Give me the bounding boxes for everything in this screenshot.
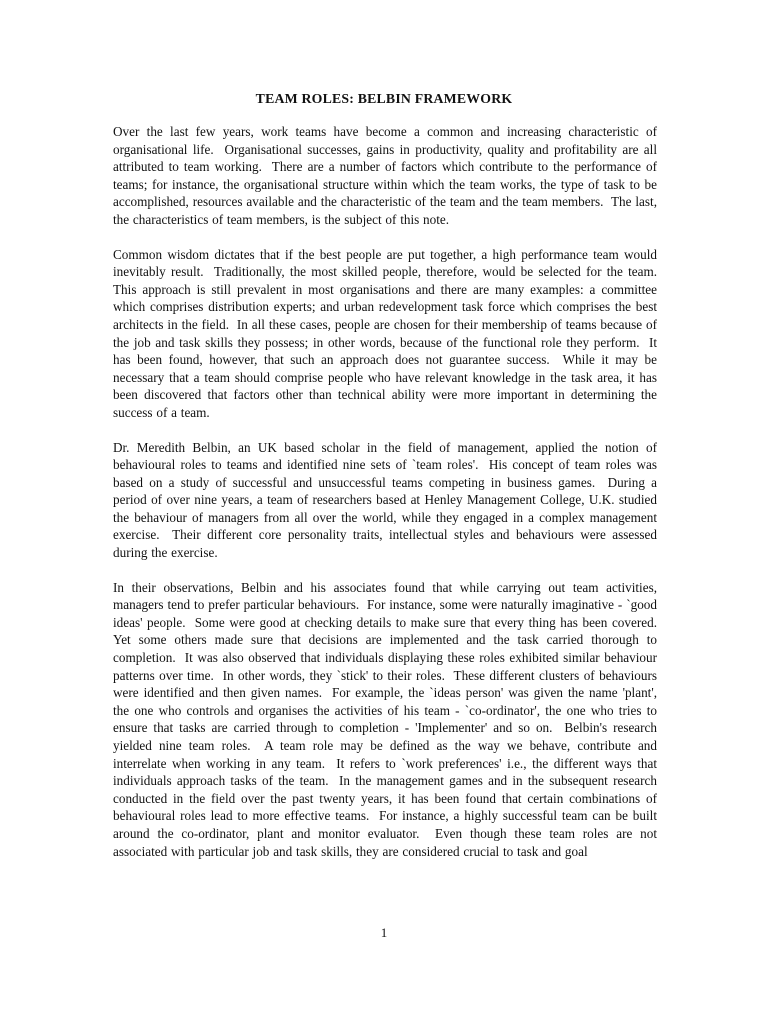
document-body [113,123,665,860]
page-number: 1 [380,925,388,940]
paragraph-2: Common wisdom dictates that if the best people are put together, a high performance team would inevitably result. Traditionally, the most skilled people, therefore, would be selected for the team. This approach is still prevalent in most organisations and there are many examples: a committee which comprises distribution experts; and urban redevelopment task force which comprises the best architects in the field. In all these cases, people are chosen for their membership of teams because of the job and task skills they possess; in other words, because of the functional role they perform. It has been found, however, that such an approach does not guarantee success. While it may be necessary that a team should comprise people who have relevant knowledge in the task area, it has been discovered that factors other than technical ability were more important in determining the success of a team. [113,246,665,420]
paragraph-4: In their observations, Belbin and his associates found that while carrying out team activities, managers tend to prefer particular behaviours. For instance, some were naturally imaginative - `good ideas' people. Some were good at checking details to make sure that every thing has been covered. Yet some others made sure that decisions are implemented and the task carried thorough to completion. It was also observed that individuals displaying these roles exhibited similar behaviour patterns over time. In other words, they `stick' to their roles. These different clusters of behaviours were identified and then given names. For example, the `ideas person' was given the name 'plant', the one who controls and organises the activities of his team - `co-ordinator', the one who tries to ensure that tasks are carried through to completion - 'Implementer' and so on. Belbin's research yielded nine team roles. A team role may be defined as the way we behave, contribute and interrelate when working in any team. It refers to `work preferences' i.e., the different ways that individuals approach tasks of the team. In the management games and in the subsequent research conducted in the field over the past twenty years, it has been found that certain combinations of behavioural roles lead to more effective teams. For instance, a highly successful team can be built around the co-ordinator, plant and monitor evaluator. Even though these team roles are not associated with particular job and task skills, they are considered crucial to task and goal [113,579,665,859]
document-title: TEAM ROLES: BELBIN FRAMEWORK [255,91,513,106]
paragraph-3: Dr. Meredith Belbin, an UK based scholar in the field of management, applied the notion of behavioural roles to teams and identified nine sets of `team roles'. His concept of team roles was based on a study of successful and unsuccessful teams competing in business games. During a period of over nine years, a team of researchers based at Henley Management College, U.K. studied the behaviour of managers from all over the world, while they engaged in a complex management exercise. Their different core personality traits, intellectual styles and behaviours were assessed during the exercise. [113,439,661,561]
paragraph-1: Over the last few years, work teams have become a common and increasing characteristic of organisational life. Organisational successes, gains in productivity, quality and profitability are all attributed to team working. There are a number of factors which contribute to the performance of teams; for instance, the organisational structure within which the team works, the type of task to be accomplished, resources available and the characteristic of the team and the team members. The last, the characteristics of team members, is the subject of this note. [113,124,661,227]
